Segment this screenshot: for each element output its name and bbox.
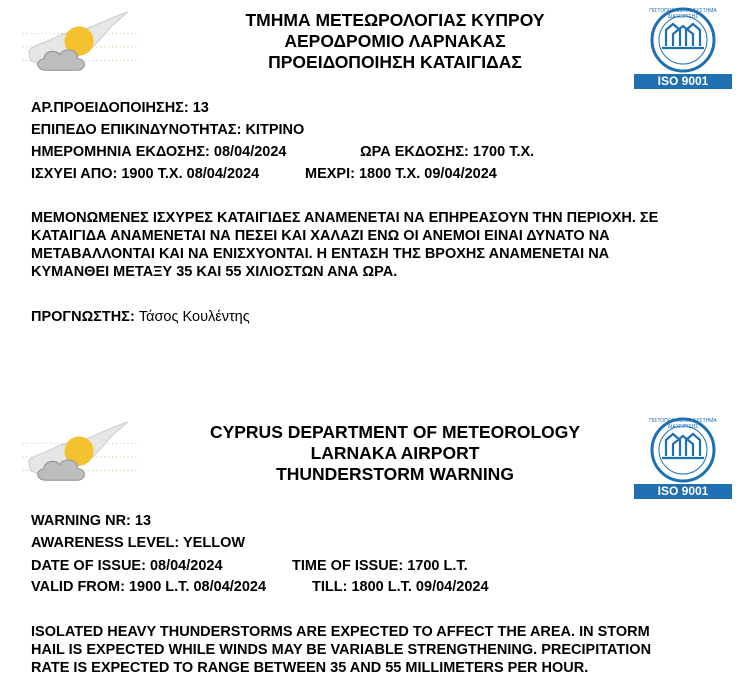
greek-text-line: ΜΕΤΑΒΑΛΛΟΝΤΑΙ ΚΑΙ ΝΑ ΕΝΙΣΧΥΟΝΤΑΙ. Η ΕΝΤΑΣΗ ΤΗΣ ΒΡΟΧΗΣ ΑΝΑΜΕΝΕΤΑΙ ΝΑ xyxy=(31,246,610,262)
english-warning-title: THUNDERSTORM WARNING xyxy=(276,464,514,484)
iso-cert-text: ISO 9001 xyxy=(657,484,709,498)
english-time-issue: TIME OF ISSUE: 1700 L.T. xyxy=(292,558,468,574)
forecaster-name: Τάσος Κουλέντης xyxy=(138,309,250,325)
english-level: AWARENESS LEVEL: YELLOW xyxy=(31,535,246,551)
iso-ring-text: ΠΙΣΤΟΠΟΙΗΜΕΝΟ ΣΥΣΤΗΜΑ ΔΙΑΧΕΙΡΙΣΗΣ xyxy=(649,418,717,430)
english-text-line: RATE IS EXPECTED TO RANGE BETWEEN 35 AND 55 MILLIMETERS PER HOUR. xyxy=(31,660,589,676)
english-till: TILL: 1800 L.T. 09/04/2024 xyxy=(312,579,489,595)
greek-text-line: ΚΑΤΑΙΓΙΔΑ ΑΝΑΜΕΝΕΤΑΙ ΝΑ ΠΕΣΕΙ ΚΑΙ ΧΑΛΑΖΙ ΕΝΩ ΟΙ ΑΝΕΜΟΙ ΕΙΝΑΙ ΔΥΝΑΤΟ ΝΑ xyxy=(31,228,610,244)
english-warning-text xyxy=(31,623,741,677)
greek-department-title: ΤΜΗΜΑ ΜΕΤΕΩΡΟΛΟΓΙΑΣ ΚΥΠΡΟΥ xyxy=(245,10,545,30)
greek-text-line: ΚΥΜΑΝΘΕΙ ΜΕΤΑΞΥ 35 ΚΑΙ 55 ΧΙΛΙΟΣΤΩΝ ΑΝΑ ΩΡΑ. xyxy=(31,264,398,280)
iso-cert-text: ISO 9001 xyxy=(657,74,709,88)
greek-valid-from: ΙΣΧΥΕΙ ΑΠΟ: 1900 Τ.Χ. 08/04/2024 xyxy=(31,166,260,182)
greek-forecaster xyxy=(31,307,250,327)
forecaster-label: ΠΡΟΓΝΩΣΤΗΣ: xyxy=(31,309,135,325)
greek-time-issue: ΩΡΑ ΕΚΔΟΣΗΣ: 1700 Τ.Χ. xyxy=(360,144,535,160)
greek-airport-title: ΑΕΡΟΔΡΟΜΙΟ ΛΑΡΝΑΚΑΣ xyxy=(284,31,506,51)
greek-warning-title: ΠΡΟΕΙΔΟΠΟΙΗΣΗ ΚΑΤΑΙΓΙΔΑΣ xyxy=(268,52,522,72)
greek-header xyxy=(150,10,640,73)
greek-level: ΕΠΙΠΕΔΟ ΕΠΙΚΙΝΔΥΝΟΤΗΤΑΣ: ΚΙΤΡΙΝΟ xyxy=(31,122,305,138)
iso-certification-logo xyxy=(628,6,738,95)
weather-logo-icon xyxy=(22,420,140,488)
greek-text-line: ΜΕΜΟΝΩΜΕΝΕΣ ΙΣΧΥΡΕΣ ΚΑΤΑΙΓΙΔΕΣ ΑΝΑΜΕΝΕΤΑΙ ΝΑ ΕΠΗΡΕΑΣΟΥΝ ΤΗΝ ΠΕΡΙΟΧΗ. ΣΕ xyxy=(31,210,659,226)
english-date-issue: DATE OF ISSUE: 08/04/2024 xyxy=(31,558,223,574)
greek-warning-nr: ΑΡ.ΠΡΟΕΙΔΟΠΟΙΗΣΗΣ: 13 xyxy=(31,100,209,116)
english-warning-nr: WARNING NR: 13 xyxy=(31,513,152,529)
english-text-line: ISOLATED HEAVY THUNDERSTORMS ARE EXPECTED TO AFFECT THE AREA. IN STORM xyxy=(31,624,650,640)
english-airport-title: LARNAKA AIRPORT xyxy=(310,443,480,463)
greek-date-issue: ΗΜΕΡΟΜΗΝΙΑ ΕΚΔΟΣΗΣ: 08/04/2024 xyxy=(31,144,287,160)
weather-logo-icon xyxy=(22,10,140,78)
english-header xyxy=(150,422,640,485)
greek-warning-text xyxy=(31,209,731,281)
iso-certification-logo xyxy=(628,416,738,505)
english-valid-from: VALID FROM: 1900 L.T. 08/04/2024 xyxy=(31,579,267,595)
english-text-line: HAIL IS EXPECTED WHILE WINDS MAY BE VARIABLE STRENGTHENING. PRECIPITATION xyxy=(31,642,652,658)
iso-ring-text: ΠΙΣΤΟΠΟΙΗΜΕΝΟ ΣΥΣΤΗΜΑ ΔΙΑΧΕΙΡΙΣΗΣ xyxy=(649,8,717,20)
greek-till: ΜΕΧΡΙ: 1800 Τ.Χ. 09/04/2024 xyxy=(305,166,497,182)
english-department-title: CYPRUS DEPARTMENT OF METEOROLOGY xyxy=(209,422,581,442)
